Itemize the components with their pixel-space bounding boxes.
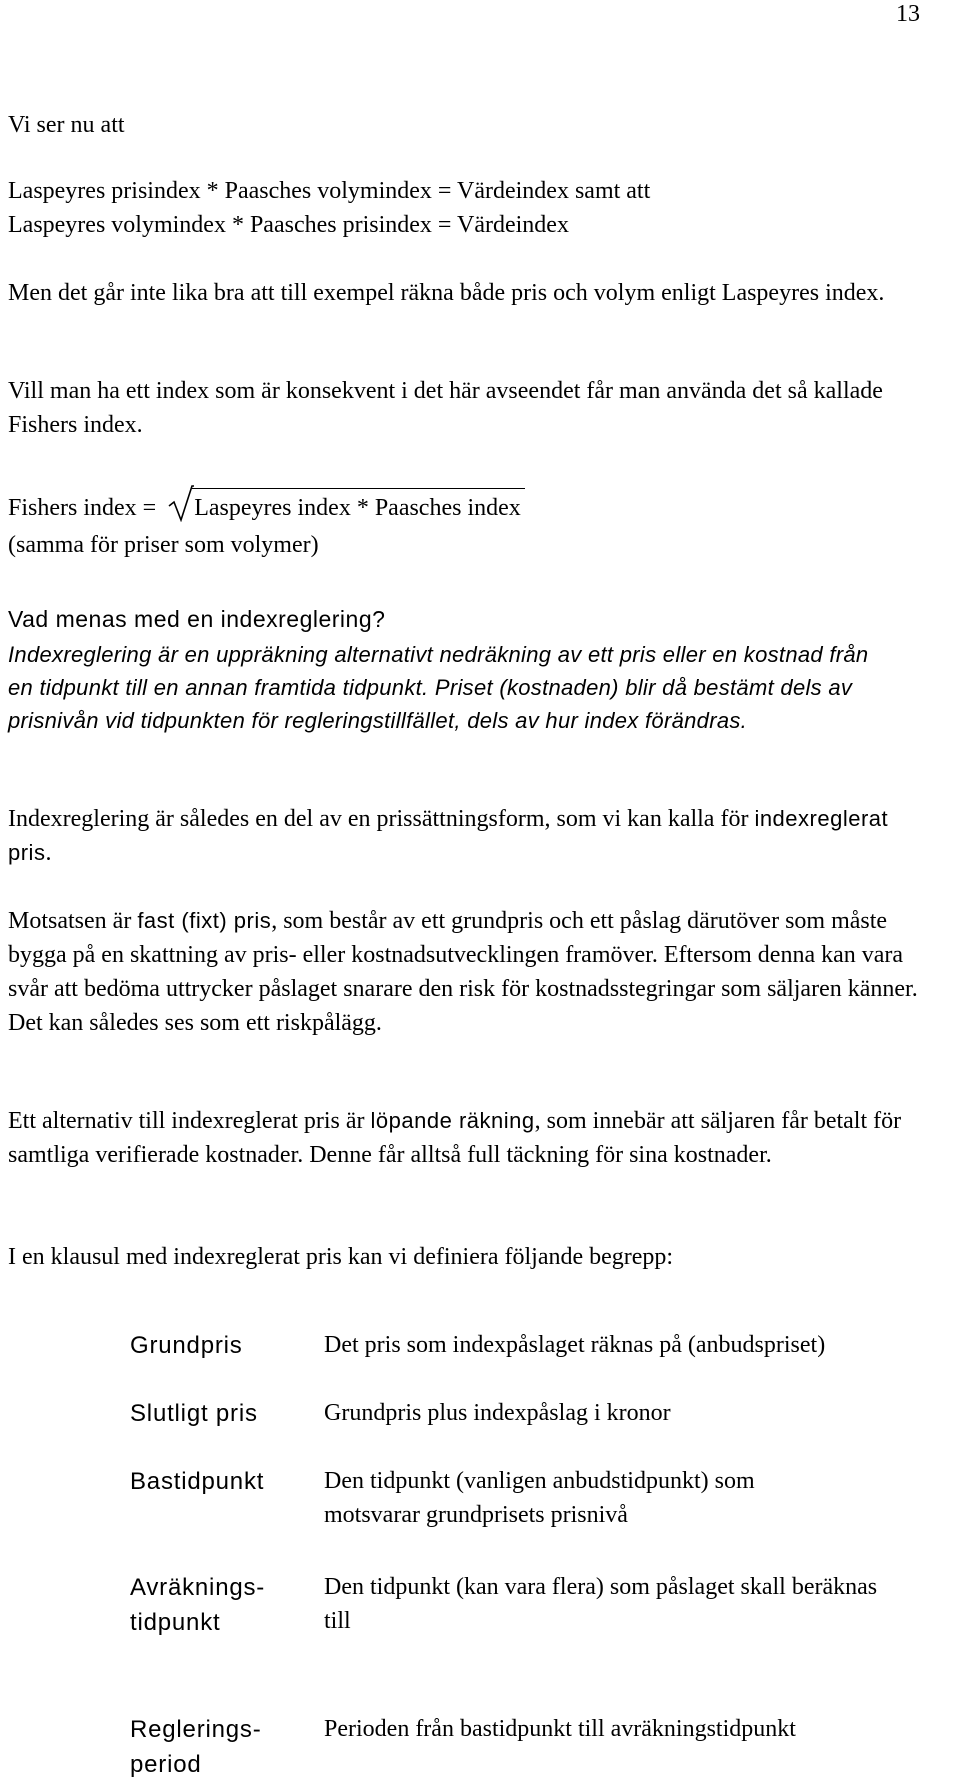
term-label: Reglerings-period: [130, 1716, 262, 1778]
term-label: Grundpris: [130, 1332, 243, 1359]
paragraph-fast-pris: [8, 904, 928, 1040]
paragraph-intro: Vi ser nu att: [8, 112, 125, 138]
section-heading: Vad menas med en indexreglering?: [8, 606, 386, 632]
term-label: Avräknings-tidpunkt: [130, 1574, 266, 1636]
paragraph-indexreglerat: [8, 802, 908, 870]
term-lopande-rakning: löpande räkning: [370, 1108, 535, 1133]
p6-end: .: [45, 840, 52, 866]
term-definition: Grundpris plus indexpåslag i kronor: [324, 1400, 671, 1426]
term-label: Bastidpunkt: [130, 1468, 265, 1495]
term-definition: Det pris som indexpåslaget räknas på (anbudspriset): [324, 1332, 826, 1358]
paragraph-samma: (samma för priser som volymer): [8, 532, 319, 558]
term-definition: Perioden från bastidpunkt till avräkningstidpunkt: [324, 1716, 796, 1742]
formula-radicand: Laspeyres index * Paasches index: [192, 488, 525, 525]
identity-line-1: Laspeyres prisindex * Paasches volymindex = Värdeindex samt att: [8, 178, 651, 204]
p8-pre: Ett alternativ till indexreglerat pris är: [8, 1108, 365, 1134]
p7-pre: Motsatsen är: [8, 908, 132, 934]
term-label: Slutligt pris: [130, 1400, 258, 1427]
paragraph-identities: [8, 174, 933, 242]
p7-post: , som består av ett grundpris och ett påslag därutöver som måste bygga på en skattning av pris- eller kostnadsutvecklingen framöver. Eftersom denna kan vara svår att bedöma uttrycker påslaget snarare den risk för kostnadsstegringar som säljaren känner. Det kan således ses som ett riskpålägg.: [8, 908, 918, 1036]
fishers-formula: [8, 488, 525, 525]
term-definition: Den tidpunkt (vanligen anbudstidpunkt) som motsvarar grundprisets prisnivå: [324, 1468, 755, 1528]
paragraph-fishers-intro: Vill man ha ett index som är konsekvent i det här avseendet får man använda det så kallade Fishers index.: [8, 378, 883, 438]
page-number: 13: [896, 1, 920, 27]
paragraph-lopande-rakning: [8, 1104, 933, 1172]
p8-post: , som innebär att säljaren får betalt för samtliga verifierade kostnader. Denne får alltså full täckning för sina kostnader.: [8, 1108, 902, 1168]
term-fast-pris: fast (fixt) pris: [137, 908, 272, 933]
paragraph-laspeyres: Men det går inte lika bra att till exempel räkna både pris och volym enligt Laspeyres index.: [8, 280, 885, 306]
term-definition: Den tidpunkt (kan vara flera) som påslaget skall beräknas till: [324, 1574, 878, 1634]
identity-line-2: Laspeyres volymindex * Paasches prisindex = Värdeindex: [8, 212, 569, 238]
square-root: [168, 488, 525, 525]
formula-lhs: Fishers index =: [8, 495, 157, 521]
p6-text: Indexreglering är således en del av en prissättningsform, som vi kan kalla för: [8, 806, 749, 832]
term-indexreglerat-pris: indexreglerat pris: [8, 806, 889, 865]
paragraph-definition-italic: Indexreglering är en uppräkning alternativt nedräkning av ett pris eller en kostnad från en tidpunkt till en annan framtida tidpunkt. Priset (kostnaden) blir då bestämt dels av prisnivån vid tidpunkten för regleringstillfället, dels av hur index förändras.: [8, 642, 869, 733]
paragraph-klausul: I en klausul med indexreglerat pris kan vi definiera följande begrepp:: [8, 1244, 674, 1270]
radical-sign-icon: [168, 482, 194, 522]
